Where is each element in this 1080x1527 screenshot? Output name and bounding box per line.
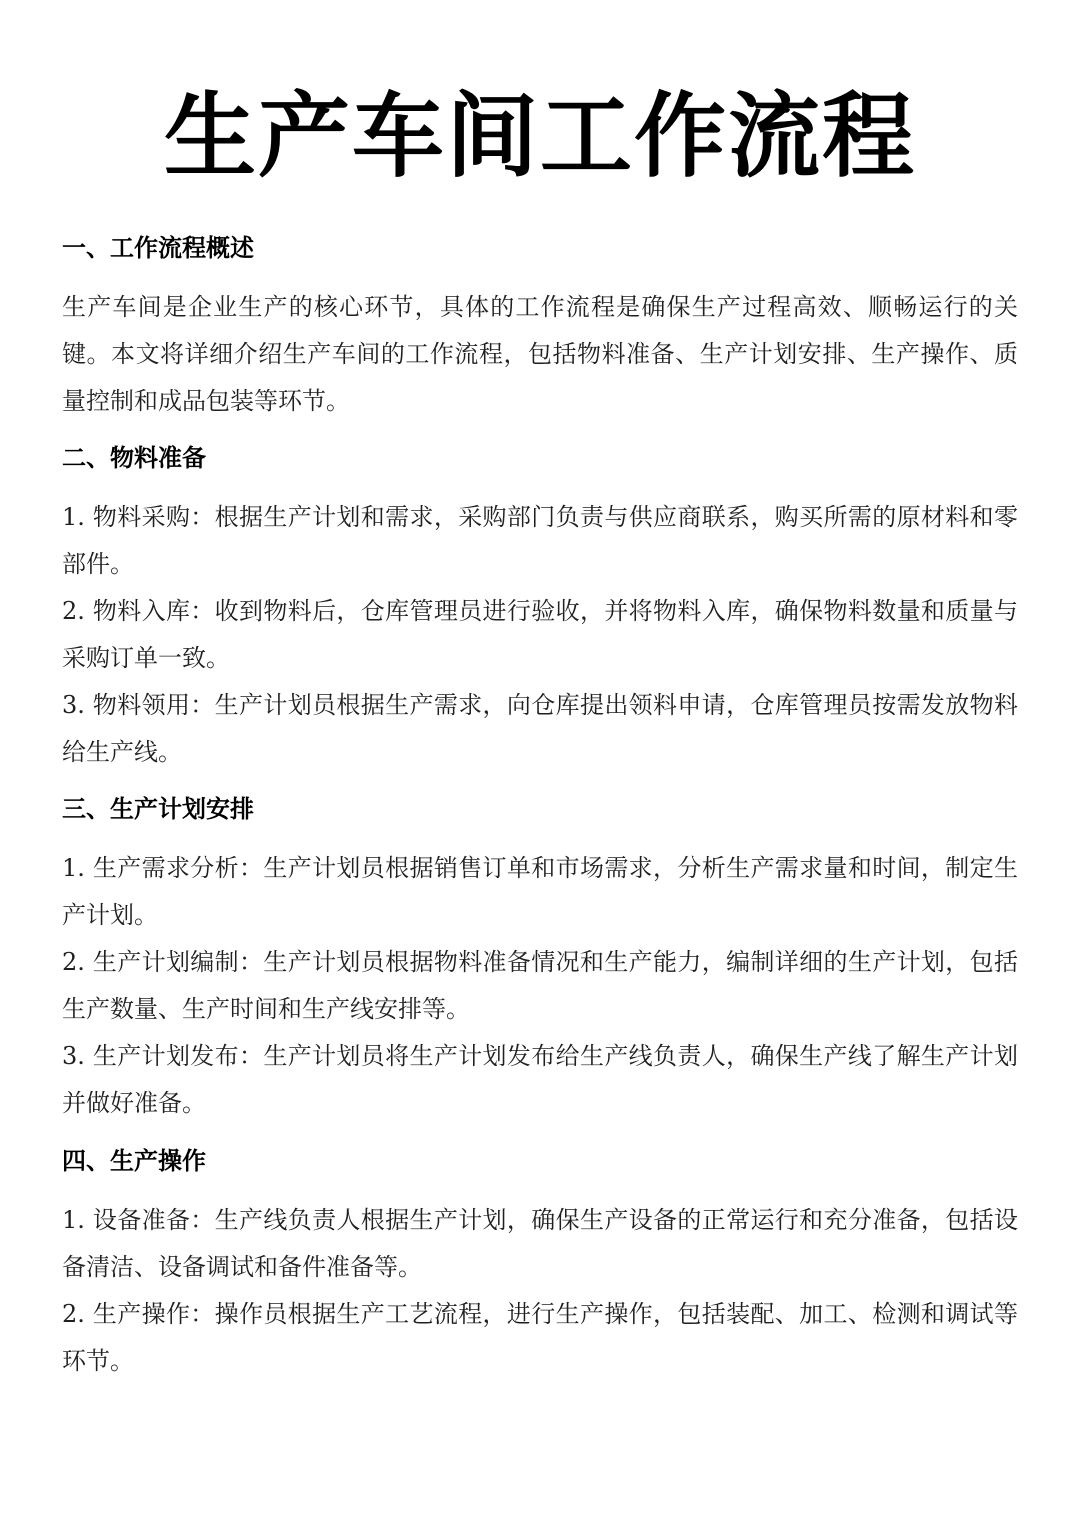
list-item [62, 588, 1018, 682]
item-text: 物料入库：收到物料后，仓库管理员进行验收，并将物料入库，确保物料数量和质量与采购订单一致。 [62, 597, 1018, 672]
item-list [62, 1197, 1018, 1385]
list-item [62, 1033, 1018, 1127]
item-text: 生产计划编制：生产计划员根据物料准备情况和生产能力，编制详细的生产计划，包括生产数量、生产时间和生产线安排等。 [62, 948, 1018, 1023]
item-number: 3. [62, 691, 85, 719]
section-heading: 一、工作流程概述 [62, 234, 254, 262]
document-title: 生产车间工作流程 [163, 83, 916, 190]
list-item [62, 1197, 1018, 1291]
section-material-preparation [62, 438, 1018, 776]
list-item [62, 494, 1018, 588]
item-list [62, 845, 1018, 1127]
item-list [62, 494, 1018, 776]
item-number: 2. [62, 597, 85, 625]
list-item [62, 682, 1018, 776]
section-overview [62, 228, 1018, 425]
section-production-operation [62, 1141, 1018, 1385]
section-production-planning [62, 789, 1018, 1127]
item-text: 生产需求分析：生产计划员根据销售订单和市场需求，分析生产需求量和时间，制定生产计划。 [62, 854, 1018, 929]
item-text: 生产操作：操作员根据生产工艺流程，进行生产操作，包括装配、加工、检测和调试等环节。 [62, 1300, 1018, 1375]
item-number: 2. [62, 1300, 85, 1328]
item-number: 1. [62, 503, 85, 531]
section-paragraph: 生产车间是企业生产的核心环节，具体的工作流程是确保生产过程高效、顺畅运行的关键。本文将详细介绍生产车间的工作流程，包括物料准备、生产计划安排、生产操作、质量控制和成品包装等环节。 [62, 293, 1018, 415]
item-text: 生产计划发布：生产计划员将生产计划发布给生产线负责人，确保生产线了解生产计划并做好准备。 [62, 1042, 1018, 1117]
list-item [62, 939, 1018, 1033]
section-heading: 四、生产操作 [62, 1147, 206, 1175]
item-number: 1. [62, 854, 85, 882]
item-number: 1. [62, 1206, 85, 1234]
item-number: 3. [62, 1042, 85, 1070]
list-item [62, 845, 1018, 939]
list-item [62, 1291, 1018, 1385]
section-heading: 三、生产计划安排 [62, 795, 254, 823]
item-text: 物料领用：生产计划员根据生产需求，向仓库提出领料申请，仓库管理员按需发放物料给生产线。 [62, 691, 1018, 766]
item-number: 2. [62, 948, 85, 976]
item-text: 物料采购：根据生产计划和需求，采购部门负责与供应商联系，购买所需的原材料和零部件。 [62, 503, 1018, 578]
item-text: 设备准备：生产线负责人根据生产计划，确保生产设备的正常运行和充分准备，包括设备清洁、设备调试和备件准备等。 [62, 1206, 1018, 1281]
section-heading: 二、物料准备 [62, 444, 206, 472]
